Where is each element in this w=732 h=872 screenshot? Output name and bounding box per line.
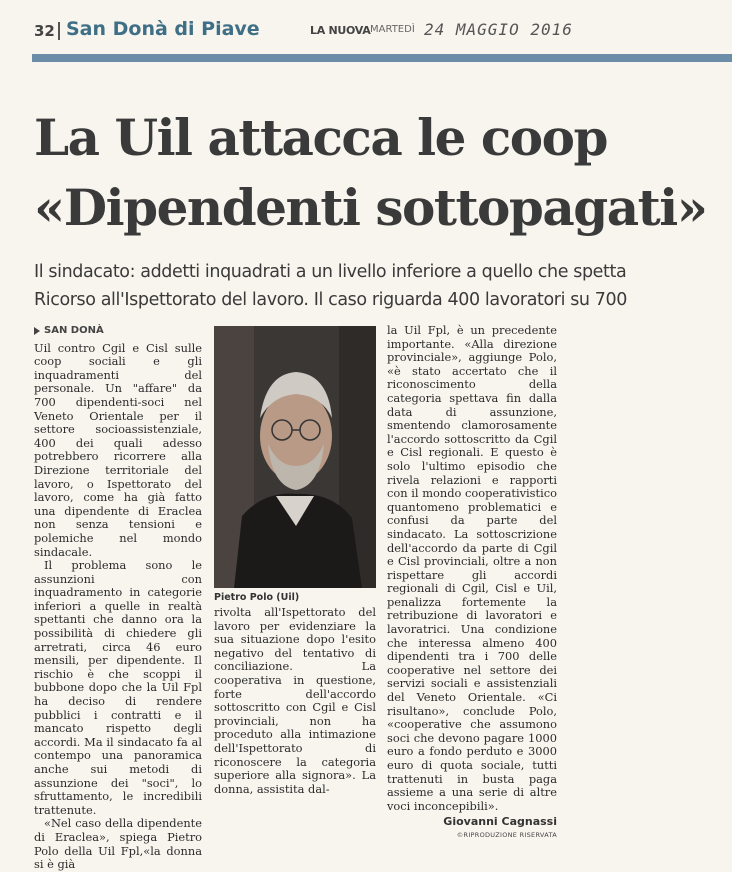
- kicker: [34, 324, 202, 338]
- paragraph: «Nel caso della dipendente di Eraclea», spiega Pietro Polo della Uil Fpl,«la donna si è già: [34, 816, 202, 872]
- photo-caption: Pietro Polo (Uil): [214, 592, 300, 603]
- portrait-illustration: [214, 326, 376, 588]
- newspaper-name: LA NUOVA: [310, 24, 371, 37]
- article-column-3: [387, 324, 557, 843]
- subhead-line-1: Il sindacato: addetti inquadrati a un livello inferiore a quello che spetta: [34, 262, 627, 282]
- header-divider: [58, 22, 60, 40]
- kicker-marker-icon: [34, 327, 40, 335]
- page-header: [0, 10, 732, 56]
- headline-line-1: La Uil attacca le coop: [34, 108, 607, 167]
- page-number: 32: [34, 22, 55, 40]
- paragraph: la Uil Fpl, è un precedente importante. «Alla direzione provinciale», aggiunge Polo, «è stato accertato che il riconoscimento della categoria spettava fin dalla data di assunzione, smentendo clamorosamente l'accordo sottoscritto da Cgil e Cisl regionali. E questo è solo l'ultimo episodio che rivela relazioni e rapporti con il mondo cooperativistico quantomeno problematici e confusi da parte del sindacato. La sottoscrizione dell'accordo da parte di Cgil e Cisl provinciali, oltre a non rispettare gli accordi regionali di Cgil, Cisl e Uil, penalizza fortemente la retribuzione di lavoratori e lavoratrici. Una condizione che interessa almeno 400 dipendenti tra i 700 delle cooperative nel settore dei servizi sociali e assistenziali del Veneto Orientale. «Ci risultano», conclude Polo, «cooperative che assumono soci che devono pagare 1000 euro a fondo perduto e 3000 euro di quota sociale, tutti trattenuti in busta paga assieme a una serie di altre voci inconcepibili».: [387, 323, 557, 813]
- header-rule: [32, 54, 732, 62]
- article-column-1: [34, 324, 202, 872]
- copyright-note: ©RIPRODUZIONE RISERVATA: [456, 830, 557, 839]
- byline: Giovanni Cagnassi: [443, 815, 557, 829]
- handwritten-date: 24 MAGGIO 2016: [424, 20, 573, 39]
- paragraph: Il problema sono le assunzioni con inquadramento in categorie inferiori a quelle in realtà spettanti che danno ora la possibilità di chiedere gli arretrati, circa 46 euro mensili, per dipendente. Il rischio è che scoppi il bubbone dopo che la Uil Fpl ha deciso di rendere pubblici i contratti e il mancato rispetto degli accordi. Ma il sindacato fa al contempo una panoramica anche sui metodi di assunzione dei "soci", lo sfruttamento, le incredibili trattenute.: [34, 558, 202, 817]
- article-column-2: [214, 606, 376, 796]
- paragraph: rivolta all'Ispettorato del lavoro per evidenziare la sua situazione dopo l'esito negativo del tentativo di conciliazione. La cooperativa in questione, forte dell'accordo sottoscritto con Cgil e Cisl provinciali, non ha proceduto alla intimazione dell'Ispettorato di riconoscere la categoria superiore alla signora». La donna, assistita dal-: [214, 605, 376, 796]
- weekday: MARTEDÌ: [370, 24, 415, 35]
- paragraph: Uil contro Cgil e Cisl sulle coop sociali e gli inquadramenti del personale. Un "affare" da 700 dipendenti-soci nel Veneto Orientale per il settore socioassistenziale, 400 dei quali adesso potrebbero ricorrere alla Direzione territoriale del lavoro, o Ispettorato del lavoro, come ha già fatto una dipendente di Eraclea non senza tensioni e polemiche nel mondo sindacale.: [34, 340, 202, 559]
- subhead-line-2: Ricorso all'Ispettorato del lavoro. Il caso riguarda 400 lavoratori su 700: [34, 290, 627, 310]
- kicker-label: SAN DONÀ: [44, 325, 104, 336]
- section-title: San Donà di Piave: [66, 18, 260, 40]
- headline-line-2: «Dipendenti sottopagati»: [34, 178, 707, 237]
- portrait-photo: [214, 326, 376, 588]
